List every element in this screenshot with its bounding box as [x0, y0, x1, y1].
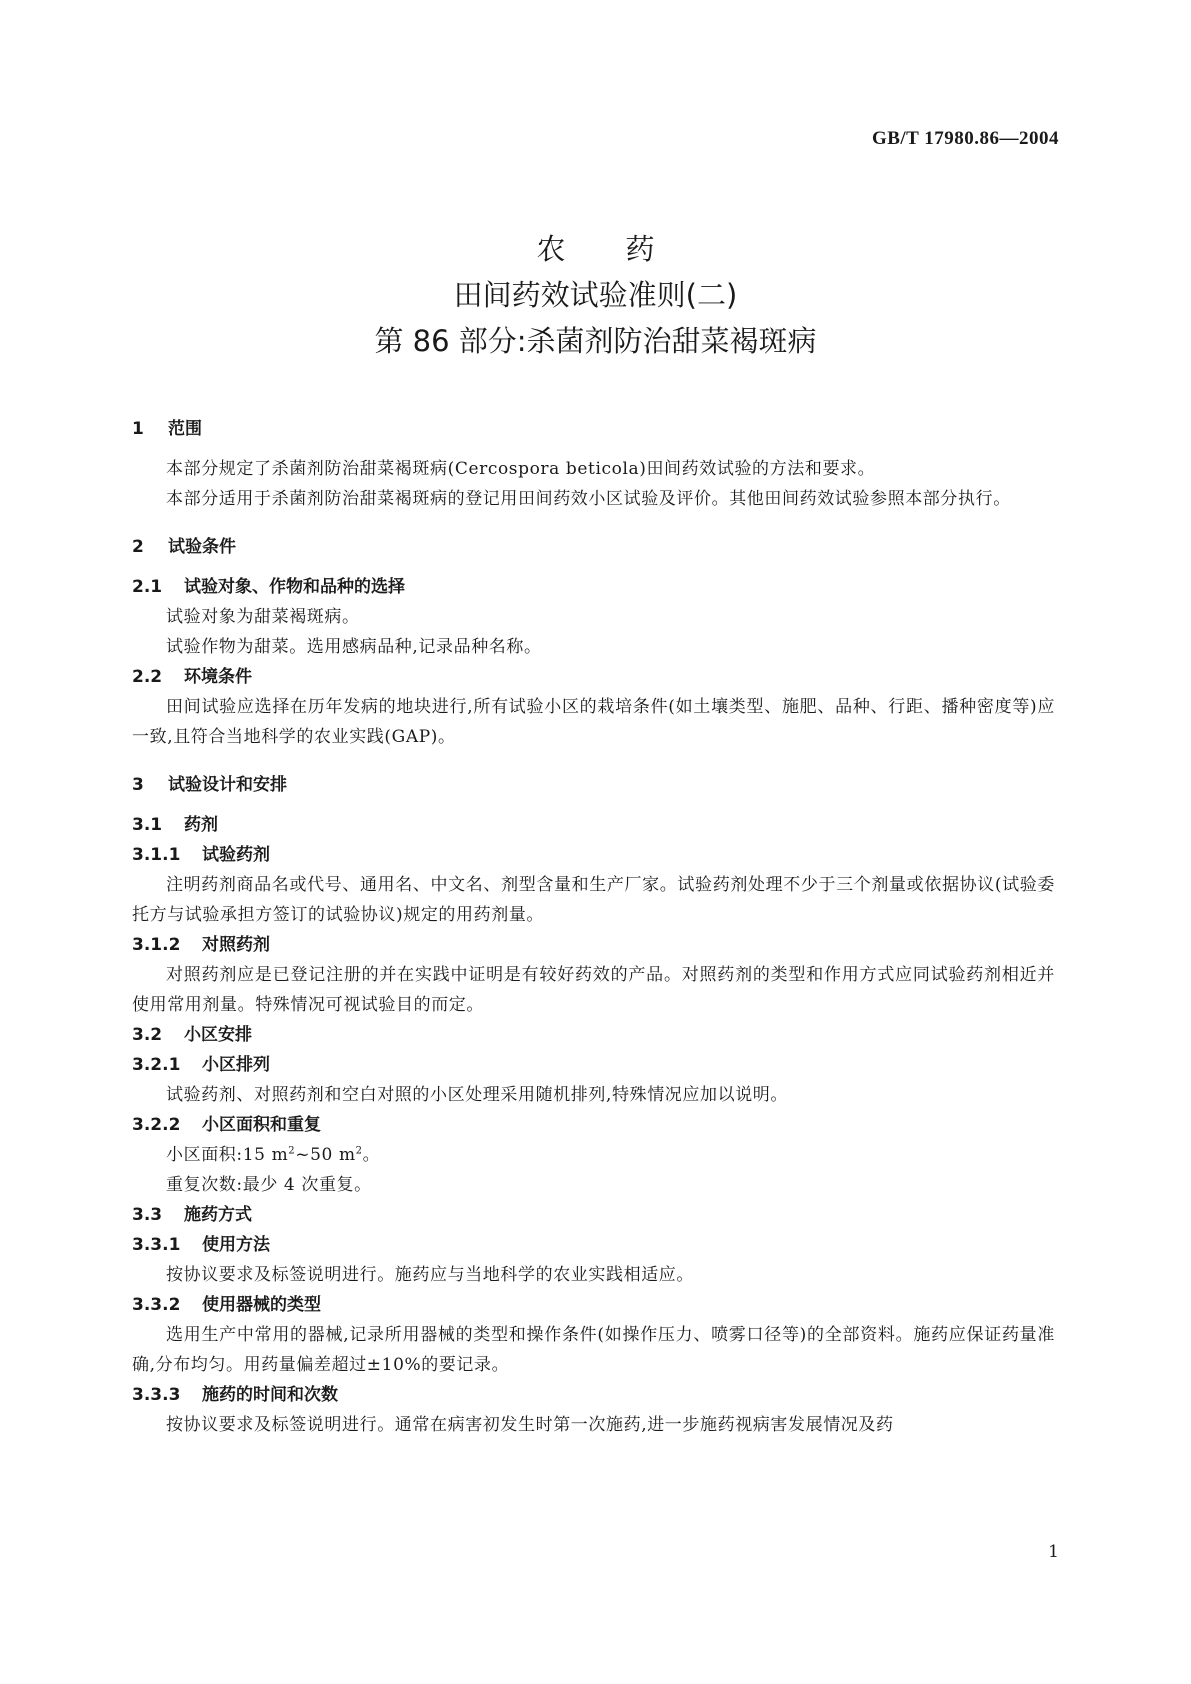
section-2-heading — [132, 532, 1055, 562]
paragraph: 按协议要求及标签说明进行。通常在病害初发生时第一次施药,进一步施药视病害发展情况及药 — [166, 1415, 894, 1435]
section-number: 2.1 — [132, 577, 163, 597]
plot-area-paragraph — [132, 1140, 1055, 1170]
section-3-3-1-heading — [132, 1230, 1055, 1260]
section-number: 3.1.1 — [132, 845, 181, 865]
section-3-heading — [132, 770, 1055, 800]
title-line-2: 田间药效试验准则(二) — [453, 278, 738, 312]
paragraph: 本部分适用于杀菌剂防治甜菜褐斑病的登记用田间药效小区试验及评价。其他田间药效试验参照本部分执行。 — [166, 489, 1011, 509]
section-title: 小区面积和重复 — [202, 1115, 321, 1135]
section-title: 小区排列 — [202, 1055, 270, 1075]
document-body — [132, 414, 1055, 1440]
section-number: 3.2.2 — [132, 1115, 181, 1135]
section-number: 3.1.2 — [132, 935, 181, 955]
section-title: 试验对象、作物和品种的选择 — [184, 577, 405, 597]
superscript: 2 — [355, 1145, 363, 1157]
section-1-heading — [132, 414, 1055, 444]
section-3-2-heading — [132, 1020, 1055, 1050]
paragraph: 本部分规定了杀菌剂防治甜菜褐斑病(Cercospora beticola)田间药效试验的方法和要求。 — [166, 459, 876, 479]
section-title: 试验条件 — [168, 537, 236, 557]
section-title: 施药方式 — [184, 1205, 252, 1225]
text-fragment: ~50 m — [295, 1145, 356, 1165]
paragraph: 选用生产中常用的器械,记录所用器械的类型和操作条件(如操作压力、喷雾口径等)的全部资料。施药应保证药量准确,分布均匀。用药量偏差超过±10%的要记录。 — [132, 1325, 1055, 1375]
page-number: 1 — [1048, 1542, 1059, 1562]
section-number: 3.3.1 — [132, 1235, 181, 1255]
section-number: 3.3.2 — [132, 1295, 181, 1315]
title-line-3: 第 86 部分:杀菌剂防治甜菜褐斑病 — [374, 324, 817, 358]
superscript: 2 — [288, 1145, 296, 1157]
section-3-1-1-heading — [132, 840, 1055, 870]
paragraph: 田间试验应选择在历年发病的地块进行,所有试验小区的栽培条件(如土壤类型、施肥、品种、行距、播种密度等)应一致,且符合当地科学的农业实践(GAP)。 — [132, 697, 1055, 747]
section-3-3-3-heading — [132, 1380, 1055, 1410]
section-title: 范围 — [168, 419, 202, 439]
section-3-3-2-heading — [132, 1290, 1055, 1320]
title-line-1: 农药 — [536, 232, 715, 266]
section-number: 2.2 — [132, 667, 163, 687]
section-3-1-2-heading — [132, 930, 1055, 960]
paragraph: 试验药剂、对照药剂和空白对照的小区处理采用随机排列,特殊情况应加以说明。 — [166, 1085, 789, 1105]
paragraph: 试验作物为甜菜。选用感病品种,记录品种名称。 — [166, 637, 542, 657]
section-3-3-heading — [132, 1200, 1055, 1230]
section-number: 1 — [132, 419, 144, 439]
section-3-2-2-heading — [132, 1110, 1055, 1140]
section-3-2-1-heading — [132, 1050, 1055, 1080]
section-title: 使用器械的类型 — [202, 1295, 321, 1315]
section-2-1-heading — [132, 572, 1055, 602]
section-2-2-heading — [132, 662, 1055, 692]
section-title: 试验药剂 — [202, 845, 270, 865]
section-title: 小区安排 — [184, 1025, 252, 1045]
section-title: 环境条件 — [184, 667, 252, 687]
section-title: 试验设计和安排 — [168, 775, 287, 795]
section-number: 3.3.3 — [132, 1385, 181, 1405]
section-number: 3 — [132, 775, 144, 795]
text-fragment: 。 — [362, 1145, 381, 1165]
section-number: 3.3 — [132, 1205, 163, 1225]
section-number: 2 — [132, 537, 144, 557]
standard-number: GB/T 17980.86—2004 — [871, 128, 1059, 149]
section-title: 使用方法 — [202, 1235, 270, 1255]
paragraph: 试验对象为甜菜褐斑病。 — [166, 607, 360, 627]
section-number: 3.2.1 — [132, 1055, 181, 1075]
section-title: 施药的时间和次数 — [202, 1385, 338, 1405]
paragraph: 对照药剂应是已登记注册的并在实践中证明是有较好药效的产品。对照药剂的类型和作用方式应同试验药剂相近并使用常用剂量。特殊情况可视试验目的而定。 — [132, 965, 1055, 1015]
text-fragment: 小区面积:15 m — [166, 1145, 289, 1165]
section-title: 对照药剂 — [202, 935, 270, 955]
section-3-1-heading — [132, 810, 1055, 840]
section-number: 3.1 — [132, 815, 163, 835]
section-number: 3.2 — [132, 1025, 163, 1045]
paragraph: 重复次数:最少 4 次重复。 — [166, 1175, 372, 1195]
document-title — [0, 226, 1191, 364]
paragraph: 按协议要求及标签说明进行。施药应与当地科学的农业实践相适应。 — [166, 1265, 694, 1285]
paragraph: 注明药剂商品名或代号、通用名、中文名、剂型含量和生产厂家。试验药剂处理不少于三个剂量或依据协议(试验委托方与试验承担方签订的试验协议)规定的用药剂量。 — [132, 875, 1055, 925]
section-title: 药剂 — [184, 815, 218, 835]
